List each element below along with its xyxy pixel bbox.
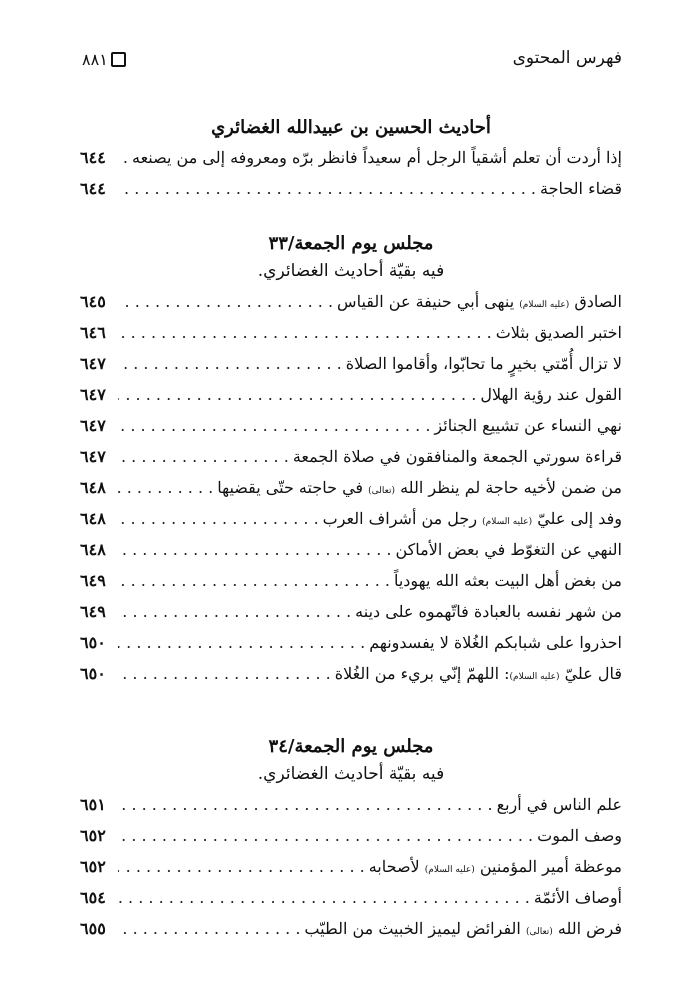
toc-entry[interactable]: [80, 173, 622, 204]
entry-page-number: ٦٤٩: [80, 602, 106, 621]
toc-entry[interactable]: [80, 789, 622, 820]
dot-leader: [118, 173, 536, 204]
dot-leader: [118, 882, 530, 913]
entry-title: [346, 348, 622, 379]
entry-page-number: ٦٤٤: [80, 179, 106, 198]
entry-title-text: اختبر الصديق بثلاث: [495, 323, 622, 342]
honorific: (تعالى): [368, 486, 396, 496]
entry-page-number: ٦٤٨: [80, 478, 106, 497]
entry-title-text: الصادق: [569, 292, 622, 311]
entry-title-text: نهي النساء عن تشييع الجنائز: [434, 416, 622, 435]
section-title: مجلس يوم الجمعة/٣٤: [268, 736, 434, 757]
entry-page-number: ٦٤٧: [80, 385, 106, 404]
square-ornament-icon: [111, 52, 126, 67]
honorific: (عليه السلام): [482, 517, 533, 527]
dot-leader: [118, 503, 319, 534]
entry-title-text: علم الناس في أربع: [496, 795, 622, 814]
toc-entry[interactable]: [80, 534, 622, 565]
dot-leader: [118, 317, 492, 348]
entry-title: [537, 820, 622, 851]
dot-leader: [118, 565, 390, 596]
entry-title-text: من شهر نفسه بالعبادة فاتّهموه على دينه: [355, 602, 622, 621]
dot-leader: [118, 286, 333, 317]
entry-title: [369, 851, 622, 886]
toc-entry[interactable]: [80, 410, 622, 441]
toc-entry[interactable]: [80, 851, 622, 882]
entry-title: [496, 317, 622, 348]
section-ghadairi-hadiths: [80, 114, 622, 204]
entry-title-text: الفرائض ليميز الخبيث من الطيّب: [304, 919, 526, 938]
entry-list: [80, 286, 622, 689]
honorific: (عليه السلام): [509, 672, 560, 682]
entry-title-text: إذا أردت أن تعلم أشقياً الرجل أم سعيداً فانظر برّه ومعروفه إلى من يصنعه: [131, 148, 622, 167]
entry-title: [394, 565, 622, 596]
entry-page-number: ٦٤٦: [80, 323, 106, 342]
entry-title-text: قضاء الحاجة: [540, 179, 622, 198]
entry-page-number: ٦٤٨: [80, 509, 106, 528]
entry-title: [323, 503, 622, 538]
entry-page-number: ٦٤٩: [80, 571, 106, 590]
entry-title-text: قراءة سورتي الجمعة والمنافقون في صلاة الجمعة: [292, 447, 622, 466]
dot-leader: [118, 820, 533, 851]
dot-leader: [118, 410, 430, 441]
entry-title-text: لا تزال أُمّتي بخيرٍ ما تحابّوا، وأقاموا الصلاة: [345, 354, 622, 373]
toc-entry[interactable]: [80, 317, 622, 348]
entry-title: [395, 534, 622, 565]
honorific: (عليه السلام): [519, 300, 570, 310]
entry-page-number: ٦٤٥: [80, 292, 106, 311]
entry-page-number: ٦٤٧: [80, 416, 106, 435]
entry-title: [497, 789, 622, 820]
entry-title-text: موعظة أمير المؤمنين: [474, 857, 622, 876]
toc-entry[interactable]: [80, 441, 622, 472]
header-title: فهرس المحتوى: [512, 48, 622, 68]
toc-entry[interactable]: [80, 348, 622, 379]
dot-leader: [118, 658, 331, 689]
entry-title-text: وفد إلى عليّ: [532, 509, 622, 528]
entry-title-text: لأصحابه: [368, 857, 425, 876]
toc-entry[interactable]: [80, 503, 622, 534]
dot-leader: [118, 627, 365, 658]
entry-title-text: ينهى أبي حنيفة عن القياس: [337, 292, 520, 311]
running-header: [82, 48, 622, 76]
entry-title: [480, 379, 622, 410]
toc-entry[interactable]: [80, 142, 622, 173]
entry-title: [337, 286, 622, 321]
toc-entry[interactable]: [80, 565, 622, 596]
dot-leader: [118, 789, 493, 820]
entry-title-text: في حاجته حتّى يقضيها: [217, 478, 369, 497]
entry-page-number: ٦٥٢: [80, 826, 106, 845]
entry-page-number: ٦٤٤: [80, 148, 106, 167]
entry-title: [534, 882, 622, 913]
entry-title: [293, 441, 622, 472]
toc-entry[interactable]: [80, 596, 622, 627]
honorific: (تعالى): [525, 927, 553, 937]
entry-list: [80, 142, 622, 204]
entry-title: [217, 472, 622, 507]
entry-title: [304, 913, 622, 948]
entry-page-number: ٦٥٢: [80, 857, 106, 876]
entry-title-text: النهي عن التغوّط في بعض الأماكن: [395, 540, 622, 559]
section-subtitle: فيه بقيّة أحاديث الغضائري.: [257, 261, 445, 281]
folio: [82, 50, 126, 69]
entry-list: [80, 789, 622, 944]
entry-title-text: من ضمن لأخيه حاجة لم ينظر الله: [395, 478, 622, 497]
section-majlis-34: [80, 733, 622, 944]
dot-leader: [118, 441, 289, 472]
entry-title: [355, 596, 622, 627]
entry-title-text: أوصاف الأئمّة: [533, 888, 622, 907]
entry-title-text: : اللهمّ إنّي بريء من الغُلاة: [334, 664, 510, 683]
toc-entry[interactable]: [80, 379, 622, 410]
entry-page-number: ٦٥٥: [80, 919, 106, 938]
entry-title: [540, 173, 622, 204]
toc-entry[interactable]: [80, 913, 622, 944]
entry-title-text: فرض الله: [552, 919, 622, 938]
entry-title: [335, 658, 622, 693]
entry-page-number: ٦٤٨: [80, 540, 106, 559]
entry-title-text: رجل من أشراف العرب: [322, 509, 483, 528]
page-number: ٨٨١: [82, 50, 108, 69]
toc-entry[interactable]: [80, 658, 622, 689]
dot-leader: [118, 596, 351, 627]
dot-leader: [118, 348, 342, 379]
entry-title-text: قال عليّ: [559, 664, 622, 683]
section-title: أحاديث الحسين بن عبيدالله الغضائري: [211, 117, 491, 138]
toc-entry[interactable]: [80, 286, 622, 317]
section-majlis-33: [80, 230, 622, 689]
entry-title: [132, 142, 622, 173]
entry-page-number: ٦٥١: [80, 795, 106, 814]
entry-title-text: القول عند رؤية الهلال: [480, 385, 622, 404]
dot-leader: [118, 851, 365, 882]
section-subtitle: فيه بقيّة أحاديث الغضائري.: [257, 764, 445, 784]
entry-page-number: ٦٥٤: [80, 888, 106, 907]
dot-leader: [118, 913, 300, 944]
entry-title: [434, 410, 622, 441]
toc-entry[interactable]: [80, 820, 622, 851]
entry-page-number: ٦٥٠: [80, 633, 106, 652]
entry-page-number: ٦٤٧: [80, 354, 106, 373]
toc-entry[interactable]: [80, 472, 622, 503]
honorific: (عليه السلام): [424, 865, 475, 875]
entry-title-text: وصف الموت: [537, 826, 622, 845]
dot-leader: [118, 379, 476, 410]
dot-leader: [118, 534, 391, 565]
entry-title: [369, 627, 622, 658]
toc-entry[interactable]: [80, 627, 622, 658]
entry-title-text: من بغض أهل البيت بعثه الله يهودياً: [393, 571, 622, 590]
dot-leader: [118, 472, 213, 503]
entry-page-number: ٦٤٧: [80, 447, 106, 466]
dot-leader: [118, 142, 128, 173]
toc-entry[interactable]: [80, 882, 622, 913]
entry-title-text: احذروا على شبابكم الغُلاة لا يفسدونهم: [369, 633, 622, 652]
section-title: مجلس يوم الجمعة/٣٣: [268, 233, 434, 254]
entry-page-number: ٦٥٠: [80, 664, 106, 683]
